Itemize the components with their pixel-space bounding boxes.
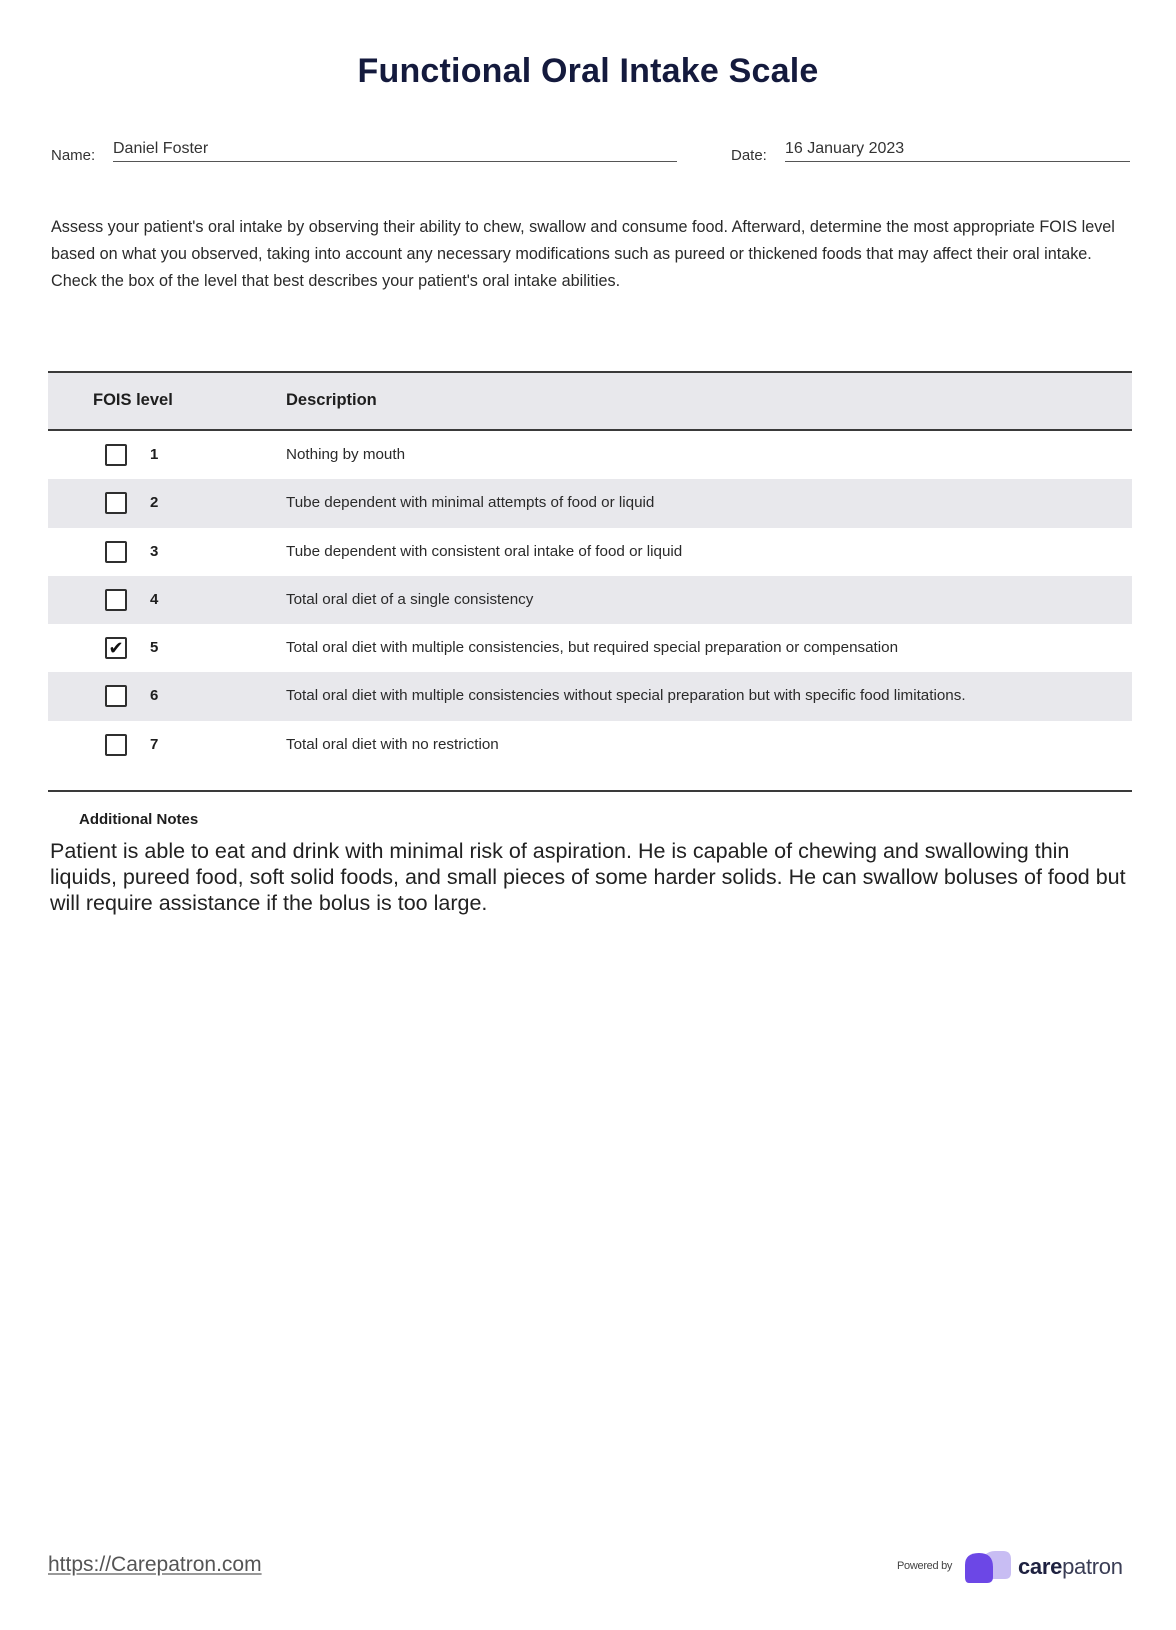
fois-level-description: Nothing by mouth <box>286 446 406 463</box>
page-title: Functional Oral Intake Scale <box>357 52 819 90</box>
table-row <box>48 479 1132 527</box>
checkbox[interactable] <box>105 589 127 611</box>
table-header <box>48 371 1132 431</box>
fois-level-number: 5 <box>150 639 159 657</box>
fois-level-number: 2 <box>150 494 159 512</box>
name-underline <box>113 161 677 162</box>
table-row <box>48 721 1132 769</box>
notes-label: Additional Notes <box>79 811 199 828</box>
checkbox[interactable] <box>105 541 127 563</box>
header-description: Description <box>286 391 377 409</box>
carepatron-logo-icon <box>965 1551 1011 1583</box>
fois-level-description: Total oral diet with multiple consistencies without special preparation but with specific food limitations. <box>286 687 966 705</box>
notes-text[interactable]: Patient is able to eat and drink with minimal risk of aspiration. He is capable of chewing and swallowing thin liquids, pureed food, soft solid foods, and small pieces of some harder solids. He can swallow boluses of food but will require assistance if the bolus is too large. <box>50 839 1126 915</box>
carepatron-link[interactable]: https://Carepatron.com <box>48 1553 262 1576</box>
table-bottom-rule <box>48 790 1132 792</box>
fois-level-description: Total oral diet with no restriction <box>286 735 499 753</box>
header-fois-level: FOIS level <box>93 391 173 409</box>
checkbox[interactable] <box>105 444 127 466</box>
fois-level-description: Tube dependent with minimal attempts of food or liquid <box>286 494 655 512</box>
table-row <box>48 528 1132 576</box>
date-underline <box>785 161 1130 162</box>
fois-level-number: 7 <box>150 735 159 753</box>
checkbox-checked[interactable] <box>105 637 127 659</box>
checkbox[interactable] <box>105 492 127 514</box>
date-field[interactable]: 16 January 2023 <box>785 140 905 157</box>
fois-level-number: 6 <box>150 687 159 705</box>
name-field[interactable]: Daniel Foster <box>113 140 209 157</box>
checkmark-icon: ✔ <box>108 638 124 659</box>
fois-level-number: 3 <box>150 542 159 560</box>
wordmark-light: patron <box>1062 1554 1123 1579</box>
table-row <box>48 431 1132 479</box>
logo-shape-front <box>965 1553 993 1583</box>
fois-table <box>48 371 1132 769</box>
fois-level-description: Total oral diet of a single consistency <box>286 590 534 608</box>
date-label: Date: <box>731 147 767 164</box>
carepatron-wordmark <box>1018 1554 1123 1580</box>
table-row <box>48 672 1132 720</box>
checkbox[interactable] <box>105 734 127 756</box>
table-row <box>48 576 1132 624</box>
checkbox[interactable] <box>105 685 127 707</box>
fois-level-number: 4 <box>150 590 159 608</box>
wordmark-bold: care <box>1018 1554 1063 1579</box>
powered-by-label: Powered by <box>897 1560 953 1572</box>
table-row <box>48 624 1132 672</box>
fois-level-number: 1 <box>150 446 159 463</box>
fois-level-description: Total oral diet with multiple consistencies, but required special preparation or compensation <box>286 639 899 657</box>
instructions-paragraph: Assess your patient's oral intake by observing their ability to chew, swallow and consume food. Afterward, determine the most appropriate FOIS level based on what you observed, taking into account any necessary modifications such as pureed or thickened foods that may affect their oral intake. Check the box of the level that best describes your patient's oral intake abilities. <box>51 218 1115 290</box>
fois-level-description: Tube dependent with consistent oral intake of food or liquid <box>286 542 683 560</box>
name-label: Name: <box>51 147 96 164</box>
